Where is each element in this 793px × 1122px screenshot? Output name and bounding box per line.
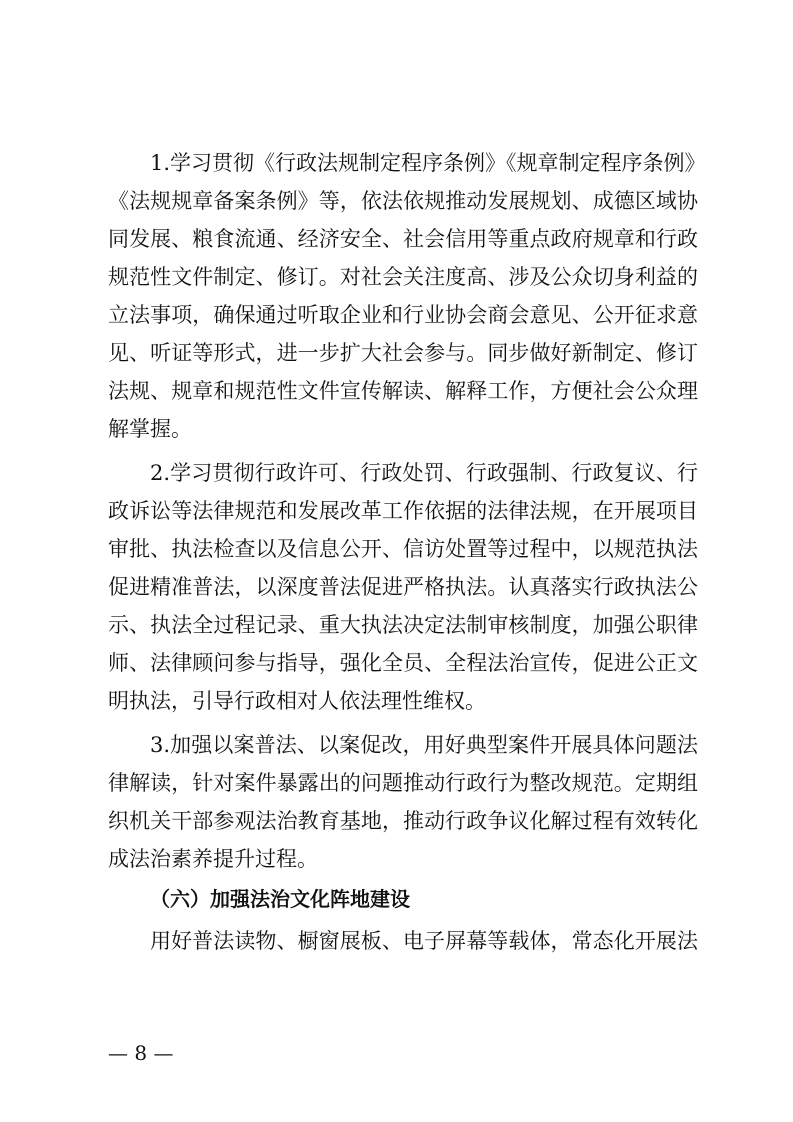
paragraph-line: 同发展、粮食流通、经济安全、社会信用等重点政府规章和行政 (108, 227, 698, 251)
paragraph-line: 见、听证等形式，进一步扩大社会参与。同步做好新制定、修订 (108, 341, 698, 365)
paragraph-line: 律解读，针对案件暴露出的问题推动行政行为整改规范。定期组 (108, 771, 698, 795)
paragraph-line: 促进精准普法，以深度普法促进严格执法。认真落实行政执法公 (108, 575, 698, 599)
paragraph-line: 3.加强以案普法、以案促改，用好典型案件开展具体问题法 (150, 733, 698, 757)
paragraph-line: 解掌握。 (108, 417, 192, 441)
paragraph-line: 1.学习贯彻《行政法规制定程序条例》《规章制定程序条例》 (150, 151, 706, 175)
paragraph-line: 政诉讼等法律规范和发展改革工作依据的法律法规，在开展项目 (108, 499, 698, 523)
paragraph-line: 立法事项，确保通过听取企业和行业协会商会意见、公开征求意 (108, 303, 698, 327)
paragraph-line: 用好普法读物、橱窗展板、电子屏幕等载体，常态化开展法 (150, 929, 698, 953)
paragraph-line: 明执法，引导行政相对人依法理性维权。 (108, 689, 486, 713)
paragraph-line: 审批、执法检查以及信息公开、信访处置等过程中，以规范执法 (108, 537, 698, 561)
paragraph-line: 织机关干部参观法治教育基地，推动行政争议化解过程有效转化 (108, 809, 698, 833)
paragraph-line: 2.学习贯彻行政许可、行政处罚、行政强制、行政复议、行 (150, 461, 698, 485)
paragraph-line: 成法治素养提升过程。 (108, 847, 318, 871)
paragraph-line: 《法规规章备案条例》等，依法依规推动发展规划、成德区域协 (108, 189, 698, 213)
paragraph-line: 师、法律顾问参与指导，强化全员、全程法治宣传，促进公正文 (108, 651, 698, 675)
page-number: — 8 — (108, 1041, 174, 1065)
section-heading: （六）加强法治文化阵地建设 (150, 887, 410, 911)
paragraph-line: 示、执法全过程记录、重大执法决定法制审核制度，加强公职律 (108, 613, 698, 637)
paragraph-line: 法规、规章和规范性文件宣传解读、解释工作，方便社会公众理 (108, 379, 698, 403)
paragraph-line: 规范性文件制定、修订。对社会关注度高、涉及公众切身利益的 (108, 265, 698, 289)
